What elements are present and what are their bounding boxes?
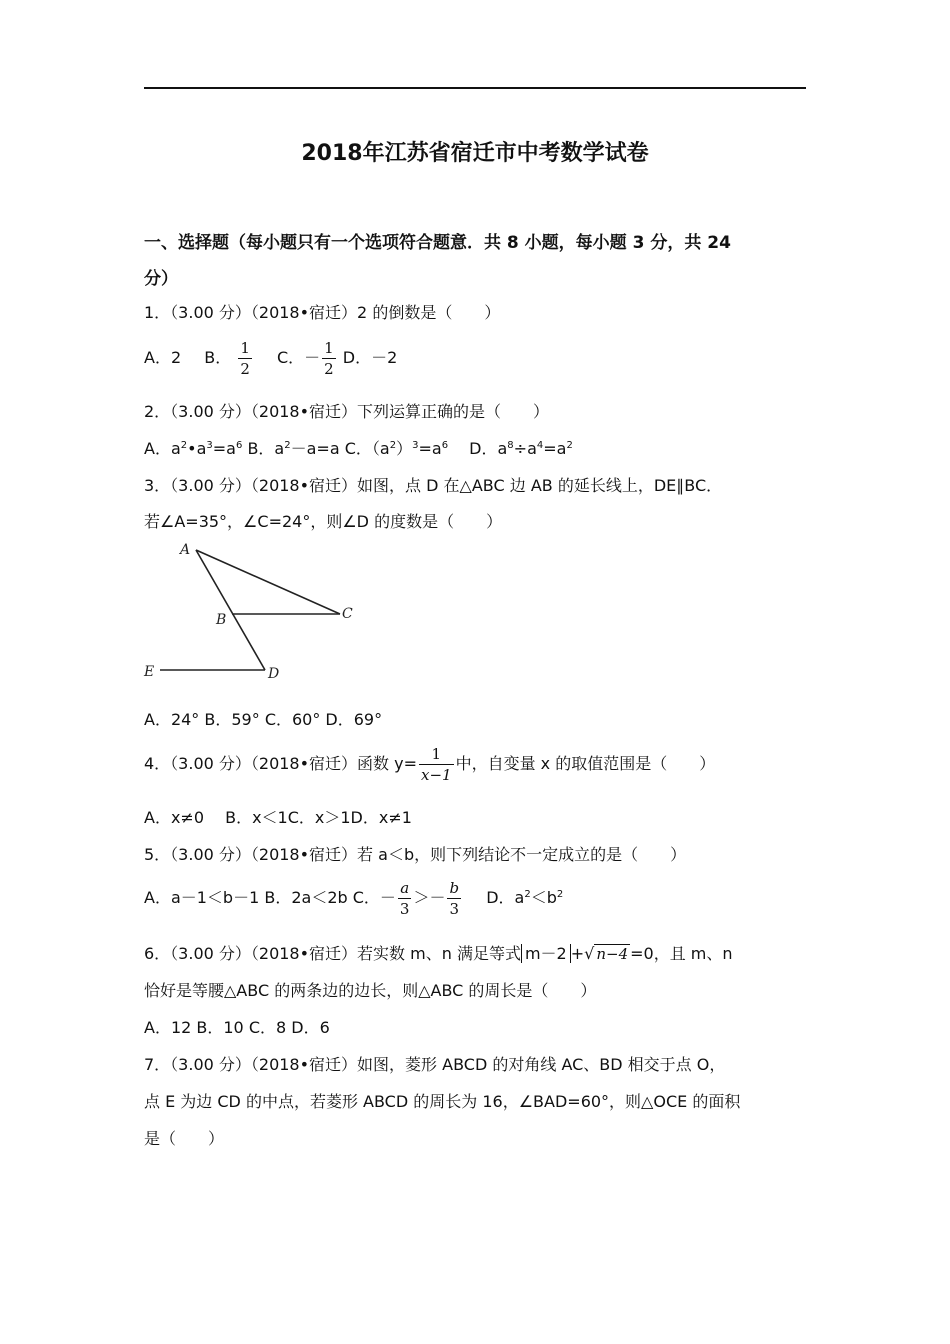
q7-stem-line2: 点 E 为边 CD 的中点，若菱形 ABCD 的周长为 16，∠BAD=60°，则△OCE 的面积 (144, 1092, 741, 1111)
line-ad (196, 550, 265, 670)
q6-stem-pre: 6．（3.00 分）（2018•宿迁）若实数 m、n 满足等式 (144, 944, 521, 963)
q6-stem-line1 (144, 941, 733, 964)
q4-stem-pre: 4．（3.00 分）（2018•宿迁）函数 y= (144, 754, 418, 773)
label-a: A (180, 542, 191, 558)
label-b: B (216, 612, 227, 628)
q7-stem-line1: 7．（3.00 分）（2018•宿迁）如图，菱形 ABCD 的对角线 AC、BD 相交于点 O， (144, 1055, 726, 1074)
q1-option-c: C．－ (276, 348, 321, 367)
q5-fraction-a: $\frac{a}{3}$ (399, 879, 410, 918)
page-title: 2018年江苏省宿迁市中考数学试卷 (301, 141, 649, 166)
q4-stem-post: 中，自变量 x 的取值范围是（ ） (455, 754, 716, 773)
q1-option-b: B． (204, 348, 232, 367)
label-c: C (342, 606, 353, 622)
q4-stem (144, 744, 715, 785)
q4-options: A．x≠0 B．x＜1C．x＞1D．x≠1 (144, 808, 412, 827)
q6-sqrt-expr: n−4 (596, 945, 629, 963)
q3-options: A．24° B．59° C．60° D．69° (144, 710, 383, 729)
label-d: D (268, 666, 280, 682)
line-ac (196, 550, 340, 614)
label-e: E (144, 664, 155, 680)
q7-stem-line3: 是（ ） (144, 1129, 225, 1148)
q5-options (144, 878, 563, 919)
q2-options: A．$a^2•a^3=a^6$ B．$a^2-a=a$ C．$(a^2)^3=a^6$ D．$a^8\div a^4=a^2$ (144, 439, 573, 458)
q1-options (144, 338, 397, 379)
q1-fraction-c: $\frac{1}{2}$ (324, 339, 334, 378)
q3-triangle-figure (140, 540, 370, 685)
q3-stem-line1: 3．（3.00 分）（2018•宿迁）如图，点 D 在△ABC 边 AB 的延长线上，DE∥BC． (144, 476, 723, 495)
q4-fraction: $\frac{1}{x-1}$ (421, 745, 452, 784)
q3-stem-line2: 若∠A=35°，∠C=24°，则∠D 的度数是（ ） (144, 512, 503, 531)
q5-fraction-b: $\frac{b}{3}$ (449, 879, 460, 918)
q6-abs-value: m－2 (521, 944, 571, 963)
section-heading-line2: 分） (144, 269, 178, 289)
section-heading-line1: 一、选择题（每小题只有一个选项符合题意．共 8 小题，每小题 3 分，共 24 (144, 233, 731, 253)
q6-plus-sqrt: +√ (570, 944, 595, 963)
q1-option-a: A．2 (144, 348, 182, 367)
q5-compare: ＞－ (413, 888, 446, 907)
q1-fraction-b: $\frac{1}{2}$ (240, 339, 250, 378)
q1-option-d: D．－2 (342, 348, 398, 367)
q5-option-d: D．$a^2<b^2$ (486, 888, 564, 907)
q2-stem: 2．（3.00 分）（2018•宿迁）下列运算正确的是（ ） (144, 402, 550, 421)
q1-stem: 1．（3.00 分）（2018•宿迁）2 的倒数是（ ） (144, 303, 501, 322)
header-rule (144, 87, 806, 89)
q5-option-abc: A．a－1＜b－1 B．2a＜2b C．－ (144, 888, 396, 907)
q6-stem-post: =0，且 m、n (630, 944, 733, 963)
q6-options: A．12 B．10 C．8 D．6 (144, 1018, 330, 1037)
q6-stem-line2: 恰好是等腰△ABC 的两条边的边长，则△ABC 的周长是（ ） (144, 981, 597, 1000)
q5-stem: 5．（3.00 分）（2018•宿迁）若 a＜b，则下列结论不一定成立的是（ ） (144, 845, 687, 864)
